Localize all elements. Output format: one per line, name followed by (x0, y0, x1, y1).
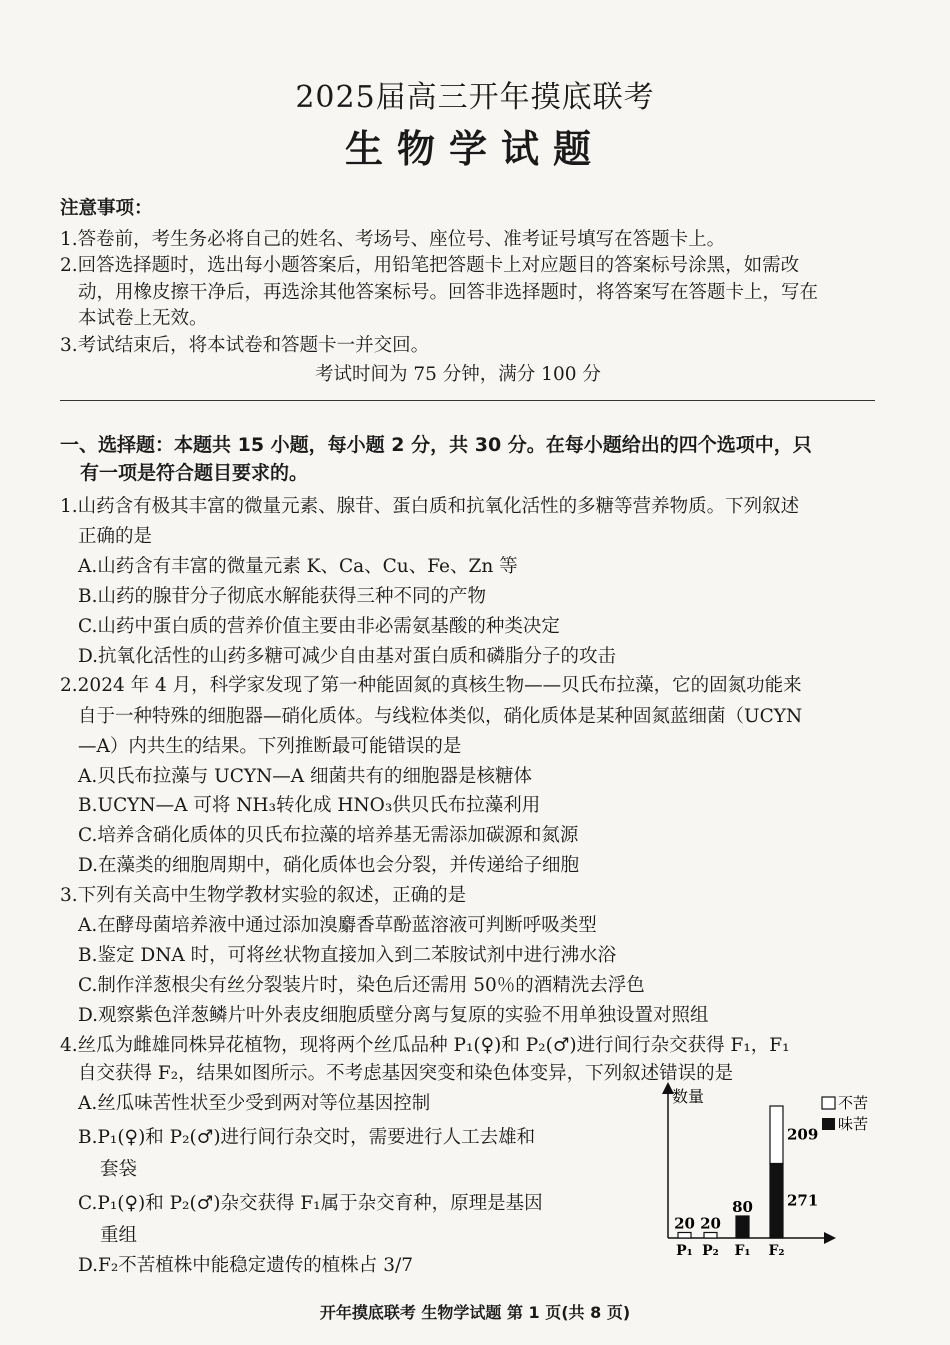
legend-swatch-not-bitter (822, 1097, 835, 1109)
notice-line-3: 3.考试结束后，将本试卷和答题卡一并交回。 (60, 335, 430, 356)
page-footer: 开年摸底联考 生物学试题 第 1 页(共 8 页) (319, 1303, 631, 1322)
exam-time: 考试时间为 75 分钟，满分 100 分 (315, 364, 601, 385)
q4-option-b-2: 套袋 (100, 1159, 138, 1180)
q3-option-b: B.鉴定 DNA 时，可将丝状物直接加入到二苯胺试剂中进行沸水浴 (78, 945, 617, 966)
notice-line-2a: 2.回答选择题时，选出每小题答案后，用铅笔把答题卡上对应题目的答案标号涂黑，如需改 (60, 255, 800, 276)
legend-label-bitter: 味苦 (838, 1115, 869, 1133)
q1-option-d: D.抗氧化活性的山药多糖可减少自由基对蛋白质和磷脂分子的攻击 (78, 646, 617, 667)
bar-value-label-1-3: 271 (787, 1191, 819, 1210)
subject-title: 生物学试题 (344, 127, 605, 171)
x-tick-label-2: F₁ (734, 1243, 751, 1259)
q2-stem-1: 2.2024 年 4 月，科学家发现了第一种能固氮的真核生物——贝氏布拉藻，它的固氮功能来 (60, 675, 802, 696)
q2-stem-3: —A）内共生的结果。下列推断最可能错误的是 (78, 736, 462, 757)
bar-bitter-3 (770, 1163, 783, 1238)
q4-option-b-1: B.P₁(♀)和 P₂(♂)进行间行杂交时，需要进行人工去雄和 (78, 1127, 536, 1148)
bar-value-label-0-3: 209 (787, 1125, 819, 1144)
section-heading-2: 有一项是符合题目要求的。 (80, 462, 309, 484)
q3-stem: 3.下列有关高中生物学教材实验的叙述，正确的是 (60, 885, 467, 906)
x-tick-label-0: P₁ (676, 1243, 693, 1259)
q2-option-a: A.贝氏布拉藻与 UCYN—A 细菌共有的细胞器是核糖体 (78, 766, 533, 787)
x-tick-label-3: F₂ (768, 1243, 785, 1259)
q1-option-a: A.山药含有丰富的微量元素 K、Ca、Cu、Fe、Zn 等 (78, 556, 518, 577)
bar-value-label-1-2: 80 (732, 1198, 753, 1216)
bar-bitter-2 (736, 1216, 749, 1238)
bar-value-label-0-0: 20 (674, 1214, 695, 1233)
q2-option-d: D.在藻类的细胞周期中，硝化质体也会分裂，并传递给子细胞 (78, 855, 580, 876)
notice-line-1: 1.答卷前，考生务必将自己的姓名、考场号、座位号、准考证号填写在答题卡上。 (60, 229, 726, 250)
notice-heading: 注意事项： (60, 198, 153, 219)
bar-not-bitter-0 (678, 1233, 691, 1239)
divider (60, 400, 875, 401)
notice-line-2c: 本试卷上无效。 (78, 308, 208, 329)
q2-option-c: C.培养含硝化质体的贝氏布拉藻的培养基无需添加碳源和氮源 (78, 825, 579, 846)
q1-stem-1: 1.山药含有极其丰富的微量元素、腺苷、蛋白质和抗氧化活性的多糖等营养物质。下列叙述 (60, 496, 800, 517)
y-axis-label: 数量 (672, 1087, 705, 1106)
q1-option-b: B.山药的腺苷分子彻底水解能获得三种不同的产物 (78, 586, 486, 607)
q3-option-a: A.在酵母菌培养液中通过添加溴麝香草酚蓝溶液可判断呼吸类型 (78, 915, 597, 936)
q4-stem-2: 自交获得 F₂，结果如图所示。不考虑基因突变和染色体变异，下列叙述错误的是 (78, 1063, 734, 1084)
q3-option-c: C.制作洋葱根尖有丝分裂装片时，染色后还需用 50％的酒精洗去浮色 (78, 975, 645, 996)
q4-option-a: A.丝瓜味苦性状至少受到两对等位基因控制 (78, 1093, 431, 1114)
q3-option-d: D.观察紫色洋葱鳞片叶外表皮细胞质壁分离与复原的实验不用单独设置对照组 (78, 1005, 709, 1026)
bar-not-bitter-3 (770, 1106, 783, 1163)
q1-option-c: C.山药中蛋白质的营养价值主要由非必需氨基酸的种类决定 (78, 616, 560, 637)
q1-stem-2: 正确的是 (78, 526, 153, 547)
section-heading-1: 一、选择题：本题共 15 小题，每小题 2 分，共 30 分。在每小题给出的四个选项中，只 (60, 434, 812, 456)
legend-swatch-bitter (822, 1118, 835, 1130)
q4-option-d: D.F₂不苦植株中能稳定遗传的植株占 3/7 (78, 1255, 413, 1276)
exam-title: 2025届高三开年摸底联考 (295, 80, 655, 115)
q4-option-c-2: 重组 (100, 1225, 138, 1246)
bar-value-label-0-1: 20 (700, 1214, 721, 1233)
legend (822, 1094, 868, 1133)
x-tick-label-1: P₂ (702, 1243, 719, 1259)
notice-line-2b: 动，用橡皮擦干净后，再选涂其他答案标号。回答非选择题时，将答案写在答题卡上，写在 (78, 282, 819, 303)
q4-stem-1: 4.丝瓜为雌雄同株异花植物，现将两个丝瓜品种 P₁(♀)和 P₂(♂)进行间行杂交获得 F₁，F₁ (60, 1035, 790, 1056)
q2-option-b: B.UCYN—A 可将 NH₃转化成 HNO₃供贝氏布拉藻利用 (78, 795, 541, 816)
bar-not-bitter-1 (704, 1233, 717, 1239)
bar-chart (650, 1080, 890, 1270)
q4-option-c-1: C.P₁(♀)和 P₂(♂)杂交获得 F₁属于杂交育种，原理是基因 (78, 1193, 543, 1214)
q2-stem-2: 自于一种特殊的细胞器—硝化质体。与线粒体类似，硝化质体是某种固氮蓝细菌（UCYN (78, 706, 803, 727)
legend-label-not-bitter: 不苦 (838, 1094, 869, 1112)
